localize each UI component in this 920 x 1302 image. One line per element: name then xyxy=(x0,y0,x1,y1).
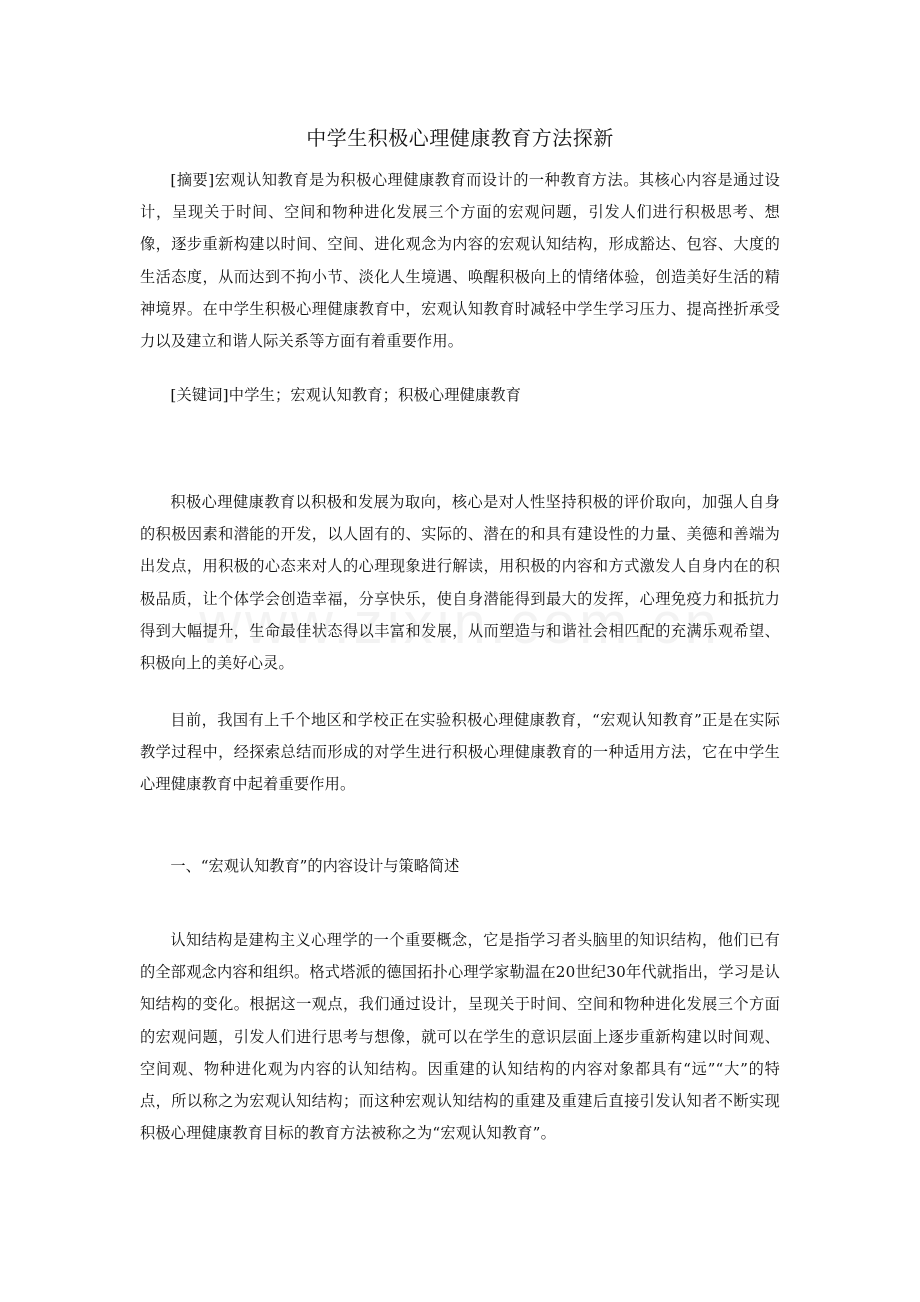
body-paragraph-3: 认知结构是建构主义心理学的一个重要概念，它是指学习者头脑里的知识结构，他们已有的全部观念内容和组织。格式塔派的德国拓扑心理学家勒温在20世纪30年代就指出，学习是认知结构的变化。根据这一观点，我们通过设计，呈现关于时间、空间和物种进化发展三个方面的宏观问题，引发人们进行思考与想像，就可以在学生的意识层面上逐步重新构建以时间观、空间观、物种进化观为内容的认知结构。因重建的认知结构的内容对象都具有“远”“大”的特点，所以称之为宏观认知结构；而这种宏观认知结构的重建及重建后直接引发认知者不断实现积极心理健康教育目标的教育方法被称之为“宏观认知教育”。 xyxy=(140,931,780,1143)
abstract-paragraph: [摘要]宏观认知教育是为积极心理健康教育而设计的一种教育方法。其核心内容是通过设计，呈现关于时间、空间和物种进化发展三个方面的宏观问题，引发人们进行积极思考、想像，逐步重新构建以时间、空间、进化观念为内容的宏观认知结构，形成豁达、包容、大度的生活态度，从而达到不拘小节、淡化人生境遇、唤醒积极向上的情绪体验，创造美好生活的精神境界。在中学生积极心理健康教育中，宏观认知教育时减轻中学生学习压力、提高挫折承受力以及建立和谐人际关系等方面有着重要作用。 xyxy=(140,171,780,351)
keywords-line: [关键词]中学生；宏观认知教育；积极心理健康教育 xyxy=(170,386,522,404)
body-paragraph-1: 积极心理健康教育以积极和发展为取向，核心是对人性坚持积极的评价取向，加强人自身的积极因素和潜能的开发，以人固有的、实际的、潜在的和具有建设性的力量、美德和善端为出发点，用积极的心态来对人的心理现象进行解读，用积极的内容和方式激发人自身内在的积极品质，让个体学会创造幸福，分享快乐，使自身潜能得到最大的发挥，心理免疫力和抵抗力得到大幅提升，生命最佳状态得以丰富和发展，从而塑造与和谐社会相匹配的充满乐观希望、积极向上的美好心灵。 xyxy=(140,493,780,673)
document-title: 中学生积极心理健康教育方法探新 xyxy=(306,126,614,150)
body-paragraph-2: 目前，我国有上千个地区和学校正在实验积极心理健康教育，“宏观认知教育”正是在实际教学过程中，经探索总结而形成的对学生进行积极心理健康教育的一种适用方法，它在中学生心理健康教育中起着重要作用。 xyxy=(140,711,780,794)
section-heading: 一、“宏观认知教育”的内容设计与策略简述 xyxy=(170,857,460,875)
